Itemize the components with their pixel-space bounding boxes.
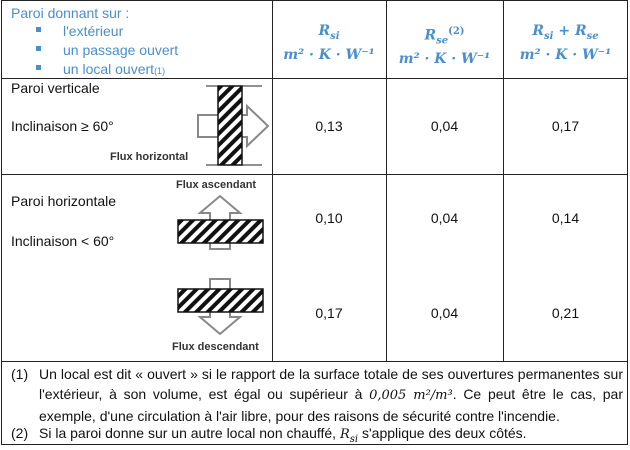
value-up-rse: 0,04	[430, 210, 459, 226]
value-up-rsi: 0,10	[315, 210, 343, 226]
bullet-marker	[36, 46, 41, 51]
value-down-rsi: 0,17	[315, 305, 343, 321]
row-divider	[1, 174, 628, 175]
bullet-marker	[36, 27, 41, 32]
header-title: Paroi donnant sur :	[11, 5, 130, 21]
value-down-rse: 0,04	[430, 305, 459, 321]
downward-flux-diagram	[172, 277, 272, 347]
value-up-sum: 0,14	[551, 210, 580, 226]
label-paroi-horizontale: Paroi horizontale	[11, 193, 117, 209]
header-rsi: $R_{si}$ m² · K · W⁻¹	[283, 23, 375, 63]
caption-flux-horizontal: Flux horizontal	[110, 151, 189, 163]
bullet-local: un local ouvert (1)	[36, 61, 165, 77]
bullet-exterieur: l'extérieur	[36, 23, 123, 39]
caption-flux-ascendant: Flux ascendant	[176, 179, 257, 191]
header-sum: $R_{si} + R_{se}$ m² · K · W⁻¹	[519, 23, 612, 63]
label-inclinaison-verticale: Inclinaison ≥ 60°	[11, 118, 114, 134]
bullet-marker	[36, 65, 41, 70]
caption-flux-descendant: Flux descendant	[172, 341, 259, 353]
header-rse: $R_{se}^{(2)}$ m² · K · W⁻¹	[398, 26, 491, 68]
value-down-sum: 0,21	[551, 305, 580, 321]
bullet-passage: un passage ouvert	[36, 42, 178, 58]
label-paroi-verticale: Paroi verticale	[11, 80, 100, 96]
value-vertical-rsi: 0,13	[315, 118, 343, 134]
value-vertical-rse: 0,04	[430, 118, 459, 134]
notes-divider	[1, 361, 628, 362]
value-vertical-sum: 0,17	[551, 118, 580, 134]
upward-flux-diagram	[172, 193, 272, 263]
label-inclinaison-horizontale: Inclinaison < 60°	[11, 233, 115, 249]
